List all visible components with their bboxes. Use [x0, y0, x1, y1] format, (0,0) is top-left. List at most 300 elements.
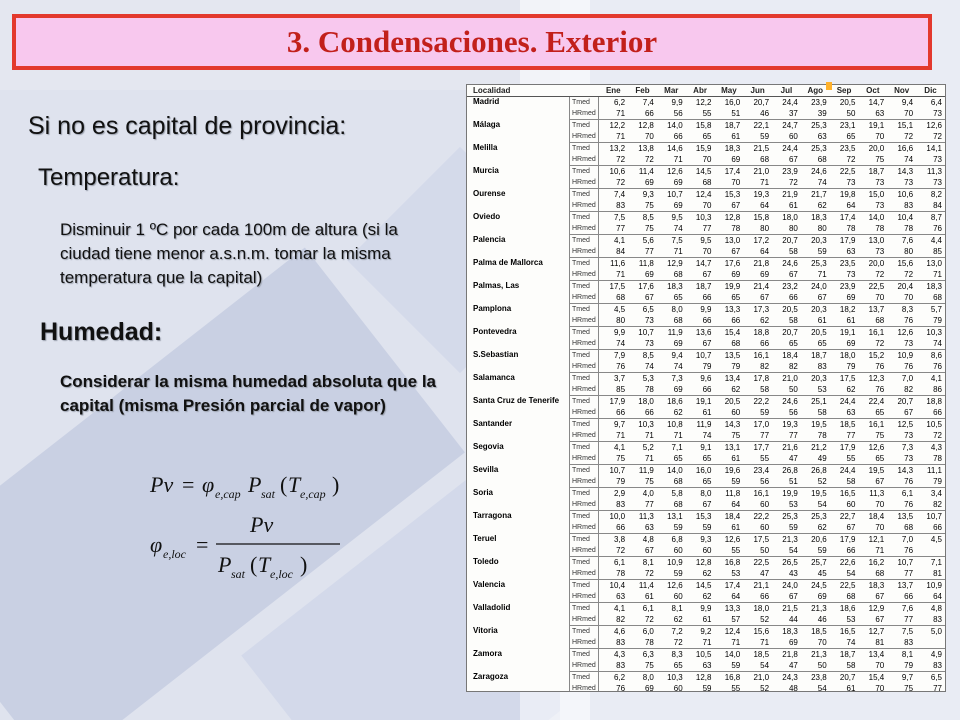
temperature-cell: 11,3: [869, 489, 885, 498]
city-name: Valladolid: [467, 603, 570, 626]
humidity-cell: 70: [887, 108, 916, 120]
humidity-cell: 64: [714, 499, 743, 511]
city-name: S.Sebastian: [467, 350, 570, 373]
city-name: Málaga: [467, 120, 570, 143]
row-label-temperature: Tmed: [570, 534, 599, 546]
humidity-cell: 70: [858, 292, 887, 304]
humidity-cell: 60: [772, 131, 801, 143]
table-row: [467, 166, 945, 178]
temperature-cell: 25,3: [811, 121, 827, 130]
temperature-cell: 18,6: [839, 604, 856, 613]
column-header-month: Jul: [772, 85, 801, 97]
temperature-cell: 7,6: [901, 604, 914, 613]
humidity-cell: 52: [743, 614, 772, 626]
humidity-cell: 74: [801, 177, 830, 189]
temperature-cell: 7,5: [901, 627, 914, 636]
humidity-cell: 72: [599, 177, 629, 189]
temperature-cell: 22,5: [868, 282, 885, 291]
temperature-cell: 19,1: [839, 328, 856, 337]
humidity-cell: 54: [772, 545, 801, 557]
temperature-cell: 19,3: [753, 190, 770, 199]
svg-text:=: =: [196, 532, 209, 557]
temperature-cell: 18,0: [839, 351, 856, 360]
humidity-cell: 73: [887, 453, 916, 465]
temperature-cell: 13,5: [897, 512, 914, 521]
temperature-cell: 16,0: [695, 466, 712, 475]
humidity-cell: 72: [599, 154, 629, 166]
humidity-cell: 70: [858, 660, 887, 672]
temperature-cell: 8,2: [930, 190, 942, 199]
temperature-cell: 6,0: [642, 627, 654, 636]
temperature-cell: 17,5: [609, 282, 626, 291]
humidity-cell: 71: [801, 269, 830, 281]
temperature-cell: 10,3: [638, 420, 654, 429]
temperature-cell: 3,7: [613, 374, 626, 383]
temperature-text: Disminuir 1 ºC por cada 100m de altura (si la ciudad tiene menor a.s.n.m. tomar la misma temperatura que la capital): [60, 220, 398, 287]
humidity-cell: 83: [887, 200, 916, 212]
humidity-cell: 79: [830, 361, 859, 373]
temperature-cell: 21,1: [753, 581, 770, 590]
humidity-cell: 70: [686, 246, 715, 258]
city-name: Palencia: [467, 235, 570, 258]
temperature-cell: 13,0: [724, 236, 741, 245]
row-label-temperature: Tmed: [570, 235, 599, 247]
humidity-cell: 68: [714, 338, 743, 350]
humidity-cell: 59: [686, 522, 715, 534]
humidity-cell: 65: [657, 660, 686, 672]
temperature-cell: 18,8: [753, 328, 770, 337]
temperature-cell: 4,1: [930, 374, 942, 383]
temperature-cell: 16,5: [839, 489, 856, 498]
temperature-cell: 21,8: [782, 650, 798, 659]
humidity-cell: 65: [858, 407, 887, 419]
humidity-cell: 66: [916, 407, 945, 419]
humidity-cell: 62: [657, 614, 686, 626]
humidity-cell: 72: [657, 637, 686, 649]
humidity-cell: 78: [714, 223, 743, 235]
temperature-cell: 20,4: [897, 282, 914, 291]
temperature-cell: 4,4: [930, 236, 942, 245]
temperature-cell: 15,6: [753, 627, 770, 636]
humidity-cell: 64: [714, 591, 743, 603]
city-name: Teruel: [467, 534, 570, 557]
city-name: Madrid: [467, 97, 570, 120]
temperature-cell: 9,2: [700, 627, 712, 636]
humidity-cell: 66: [657, 131, 686, 143]
humidity-cell: 61: [714, 131, 743, 143]
humidity-cell: 60: [830, 499, 859, 511]
temperature-cell: 21,9: [782, 190, 798, 199]
humidity-cell: 60: [657, 591, 686, 603]
temperature-cell: 18,5: [753, 650, 770, 659]
svg-text:P: P: [218, 552, 232, 577]
table-row: [467, 534, 945, 546]
humidity-cell: 73: [916, 154, 945, 166]
temperature-cell: 21,5: [753, 144, 770, 153]
temperature-cell: 24,7: [782, 121, 798, 130]
humidity-cell: 74: [686, 430, 715, 442]
row-label-humidity: HRmed: [570, 660, 599, 672]
humidity-cell: 49: [801, 453, 830, 465]
humidity-cell: 66: [686, 315, 715, 327]
humidity-cell: 76: [916, 223, 945, 235]
humidity-cell: 59: [714, 476, 743, 488]
temperature-cell: 21,0: [753, 167, 770, 176]
humidity-cell: 68: [657, 499, 686, 511]
humidity-cell: 80: [772, 223, 801, 235]
humidity-cell: 58: [801, 407, 830, 419]
row-label-temperature: Tmed: [570, 327, 599, 339]
humidity-cell: 54: [743, 660, 772, 672]
humidity-cell: 77: [686, 223, 715, 235]
humidity-cell: 66: [599, 522, 629, 534]
table-row: [467, 488, 945, 500]
humidity-cell: 44: [772, 614, 801, 626]
humidity-cell: 67: [858, 614, 887, 626]
humidity-cell: 76: [887, 361, 916, 373]
humidity-cell: 67: [686, 269, 715, 281]
temperature-cell: 18,5: [811, 627, 827, 636]
humidity-cell: 74: [628, 361, 657, 373]
humidity-cell: 65: [657, 453, 686, 465]
humidity-cell: 58: [830, 660, 859, 672]
temperature-cell: 10,5: [695, 650, 712, 659]
svg-text:T: T: [288, 472, 301, 497]
temperature-cell: 17,2: [753, 236, 770, 245]
svg-text:(: (: [250, 552, 258, 577]
humidity-cell: 69: [743, 269, 772, 281]
temperature-cell: 13,4: [724, 374, 741, 383]
row-label-temperature: Tmed: [570, 304, 599, 316]
row-label-temperature: Tmed: [570, 350, 599, 362]
humidity-cell: 65: [830, 131, 859, 143]
humidity-cell: 51: [772, 476, 801, 488]
table-row: [467, 327, 945, 339]
humidity-cell: 67: [858, 591, 887, 603]
temperature-cell: 18,4: [782, 351, 798, 360]
temperature-cell: 16,5: [839, 627, 856, 636]
humidity-cell: 79: [599, 476, 629, 488]
temperature-cell: 7,1: [671, 443, 683, 452]
humidity-cell: 78: [830, 223, 859, 235]
temperature-cell: 4,5: [613, 305, 626, 314]
column-header-month: Dic: [916, 85, 945, 97]
humidity-cell: 73: [858, 246, 887, 258]
column-header-month: Ene: [599, 85, 629, 97]
humidity-cell: 62: [686, 591, 715, 603]
row-label-temperature: Tmed: [570, 97, 599, 109]
table-row: [467, 281, 945, 293]
city-name: Pontevedra: [467, 327, 570, 350]
humidity-cell: 62: [801, 522, 830, 534]
humidity-cell: 79: [887, 660, 916, 672]
humidity-cell: [916, 637, 945, 649]
svg-text:Pv: Pv: [250, 512, 274, 537]
humidity-cell: 77: [887, 568, 916, 580]
temperature-cell: 14,3: [897, 466, 914, 475]
temperature-cell: 3,8: [613, 535, 626, 544]
climate-table: [466, 84, 946, 692]
svg-text:e,cap: e,cap: [215, 487, 241, 501]
temperature-cell: 16,8: [724, 558, 741, 567]
temperature-cell: 21,5: [782, 604, 798, 613]
humidity-cell: 74: [830, 637, 859, 649]
humidity-cell: 78: [887, 223, 916, 235]
row-label-humidity: HRmed: [570, 614, 599, 626]
temperature-cell: 18,4: [868, 512, 885, 521]
humidity-cell: 71: [628, 430, 657, 442]
humidity-cell: 75: [628, 200, 657, 212]
temperature-cell: 6,3: [642, 650, 654, 659]
temperature-cell: 17,7: [753, 443, 770, 452]
temperature-cell: 7,2: [671, 627, 683, 636]
humidity-cell: 63: [801, 131, 830, 143]
temperature-cell: 24,6: [782, 259, 798, 268]
column-header-month: Abr: [686, 85, 715, 97]
temperature-cell: 5,0: [930, 627, 942, 636]
temperature-cell: 5,3: [642, 374, 654, 383]
temperature-cell: 10,5: [926, 420, 942, 429]
row-label-temperature: Tmed: [570, 258, 599, 270]
humidity-cell: 72: [628, 154, 657, 166]
column-header-month: Ago: [801, 85, 830, 97]
humidity-cell: 79: [916, 315, 945, 327]
humidity-cell: 75: [887, 683, 916, 692]
humidity-cell: 77: [599, 223, 629, 235]
humidity-cell: 62: [830, 384, 859, 396]
humidity-text: Considerar la misma humedad absoluta que la capital (misma Presión parcial de vapor): [60, 372, 436, 415]
temperature-cell: 12,5: [897, 420, 914, 429]
svg-text:(: (: [280, 472, 288, 497]
temperature-cell: 6,1: [901, 489, 914, 498]
temperature-cell: 20,5: [839, 98, 856, 107]
column-header-localidad: Localidad: [467, 85, 570, 97]
humidity-cell: 63: [628, 522, 657, 534]
humidity-cell: 77: [772, 430, 801, 442]
temperature-cell: 15,6: [897, 259, 914, 268]
temperature-cell: 20,7: [897, 397, 914, 406]
row-label-humidity: HRmed: [570, 545, 599, 557]
humidity-cell: 45: [801, 568, 830, 580]
row-label-temperature: Tmed: [570, 120, 599, 132]
temperature-cell: 15,2: [868, 351, 885, 360]
humidity-cell: 81: [916, 568, 945, 580]
row-label-humidity: HRmed: [570, 407, 599, 419]
temperature-cell: 11,9: [638, 466, 654, 475]
humidity-cell: 71: [628, 453, 657, 465]
city-name: Tarragona: [467, 511, 570, 534]
column-header-variable: [570, 85, 599, 97]
temperature-cell: 23,1: [839, 121, 856, 130]
city-name: Santander: [467, 419, 570, 442]
temperature-cell: 12,6: [926, 121, 942, 130]
humidity-cell: 53: [830, 614, 859, 626]
temperature-cell: 18,7: [695, 282, 712, 291]
table-row: [467, 212, 945, 224]
humidity-cell: 64: [916, 591, 945, 603]
humidity-cell: 70: [714, 177, 743, 189]
temperature-cell: 4,5: [930, 535, 942, 544]
temperature-cell: 11,1: [927, 466, 942, 475]
humidity-cell: 53: [714, 568, 743, 580]
temperature-cell: 11,4: [638, 167, 654, 176]
temperature-cell: 23,2: [782, 282, 798, 291]
humidity-cell: 56: [772, 407, 801, 419]
temperature-cell: 10,7: [897, 558, 914, 567]
temperature-cell: 12,3: [868, 374, 885, 383]
humidity-cell: 66: [772, 292, 801, 304]
row-label-temperature: Tmed: [570, 557, 599, 569]
temperature-cell: 19,9: [782, 489, 798, 498]
temperature-cell: 8,0: [671, 305, 683, 314]
humidity-cell: 68: [599, 292, 629, 304]
temperature-cell: 18,4: [724, 512, 741, 521]
temperature-cell: 14,3: [724, 420, 741, 429]
row-label-humidity: HRmed: [570, 269, 599, 281]
temperature-cell: 4,1: [613, 604, 626, 613]
temperature-cell: 13,2: [609, 144, 626, 153]
humidity-cell: 59: [657, 522, 686, 534]
humidity-cell: 82: [916, 499, 945, 511]
humidity-cell: 69: [628, 269, 657, 281]
temperature-cell: 5,7: [930, 305, 942, 314]
row-label-humidity: HRmed: [570, 108, 599, 120]
humidity-cell: 77: [628, 499, 657, 511]
temperature-cell: 17,4: [839, 213, 856, 222]
humidity-cell: 78: [628, 637, 657, 649]
humidity-cell: 72: [887, 269, 916, 281]
temperature-cell: 14,0: [667, 121, 683, 130]
temperature-cell: 18,0: [782, 213, 798, 222]
city-name: Melilla: [467, 143, 570, 166]
temperature-cell: 21,3: [811, 604, 827, 613]
temperature-cell: 17,6: [638, 282, 654, 291]
humidity-cell: 69: [657, 177, 686, 189]
column-header-month: May: [714, 85, 743, 97]
temperature-cell: 10,7: [926, 512, 942, 521]
humidity-cell: 69: [830, 292, 859, 304]
row-label-humidity: HRmed: [570, 361, 599, 373]
humidity-cell: 65: [686, 476, 715, 488]
row-label-temperature: Tmed: [570, 419, 599, 431]
column-header-month: Nov: [887, 85, 916, 97]
svg-text:): ): [332, 472, 340, 497]
temperature-cell: 17,9: [839, 236, 856, 245]
temperature-cell: 13,4: [868, 650, 885, 659]
temperature-cell: 14,0: [868, 213, 885, 222]
humidity-cell: 61: [686, 614, 715, 626]
humidity-cell: 55: [686, 108, 715, 120]
temperature-cell: 20,5: [811, 328, 827, 337]
temperature-cell: 20,5: [782, 305, 798, 314]
humidity-cell: 58: [830, 476, 859, 488]
svg-text:sat: sat: [231, 567, 246, 580]
temperature-cell: 19,1: [868, 121, 885, 130]
temperature-cell: 10,7: [638, 328, 654, 337]
humidity-cell: 68: [657, 269, 686, 281]
humidity-cell: 75: [599, 453, 629, 465]
temperature-cell: 25,3: [782, 512, 798, 521]
temperature-cell: 9,5: [700, 236, 712, 245]
temperature-cell: 21,3: [811, 650, 827, 659]
humidity-cell: 66: [714, 315, 743, 327]
humidity-cell: 68: [858, 568, 887, 580]
vapor-pressure-formula: [140, 460, 450, 580]
humidity-cell: 56: [657, 108, 686, 120]
table-row: [467, 258, 945, 270]
temperature-cell: 12,9: [667, 259, 683, 268]
humidity-cell: 73: [887, 430, 916, 442]
temperature-cell: 9,9: [613, 328, 626, 337]
humidity-cell: 84: [916, 200, 945, 212]
row-label-temperature: Tmed: [570, 649, 599, 661]
temperature-cell: 23,8: [811, 673, 827, 682]
humidity-cell: 82: [887, 384, 916, 396]
humidity-cell: 68: [686, 177, 715, 189]
humidity-cell: 46: [801, 614, 830, 626]
row-label-humidity: HRmed: [570, 591, 599, 603]
humidity-cell: 67: [714, 200, 743, 212]
temperature-cell: 12,7: [868, 627, 885, 636]
temperature-cell: 7,6: [901, 236, 914, 245]
temperature-cell: 4,3: [930, 443, 942, 452]
humidity-cell: 69: [628, 683, 657, 692]
humidity-cell: 67: [801, 292, 830, 304]
temperature-cell: 4,8: [642, 535, 654, 544]
humidity-cell: 84: [599, 246, 629, 258]
temperature-cell: 11,9: [696, 420, 712, 429]
humidity-cell: 55: [743, 453, 772, 465]
humidity-cell: 68: [743, 154, 772, 166]
humidity-cell: 43: [772, 568, 801, 580]
humidity-cell: 61: [830, 315, 859, 327]
temperature-cell: 19,5: [868, 466, 885, 475]
temperature-cell: 7,3: [901, 443, 914, 452]
humidity-cell: 83: [599, 200, 629, 212]
humidity-cell: 50: [830, 108, 859, 120]
humidity-cell: 73: [916, 108, 945, 120]
row-label-humidity: HRmed: [570, 476, 599, 488]
row-label-temperature: Tmed: [570, 212, 599, 224]
humidity-cell: 76: [599, 361, 629, 373]
temperature-cell: 21,0: [753, 673, 770, 682]
table-row: [467, 511, 945, 523]
humidity-cell: 47: [743, 568, 772, 580]
temperature-cell: 12,1: [868, 535, 885, 544]
humidity-cell: 79: [714, 361, 743, 373]
row-label-humidity: HRmed: [570, 223, 599, 235]
humidity-cell: 70: [686, 200, 715, 212]
humidity-cell: 67: [772, 269, 801, 281]
temperature-cell: 19,9: [724, 282, 741, 291]
temperature-cell: 4,9: [930, 650, 942, 659]
city-name: Pamplona: [467, 304, 570, 327]
humidity-cell: 62: [801, 200, 830, 212]
row-label-humidity: HRmed: [570, 292, 599, 304]
row-label-temperature: Tmed: [570, 281, 599, 293]
city-name: Toledo: [467, 557, 570, 580]
humidity-cell: 48: [772, 683, 801, 692]
humidity-cell: 77: [628, 246, 657, 258]
table-row: [467, 580, 945, 592]
city-name: Palma de Mallorca: [467, 258, 570, 281]
temperature-cell: 6,5: [642, 305, 654, 314]
humidity-cell: 80: [801, 223, 830, 235]
orange-accent-mark: [826, 82, 832, 90]
humidity-cell: 76: [599, 683, 629, 692]
humidity-cell: 78: [916, 453, 945, 465]
temperature-cell: 24,4: [782, 144, 798, 153]
